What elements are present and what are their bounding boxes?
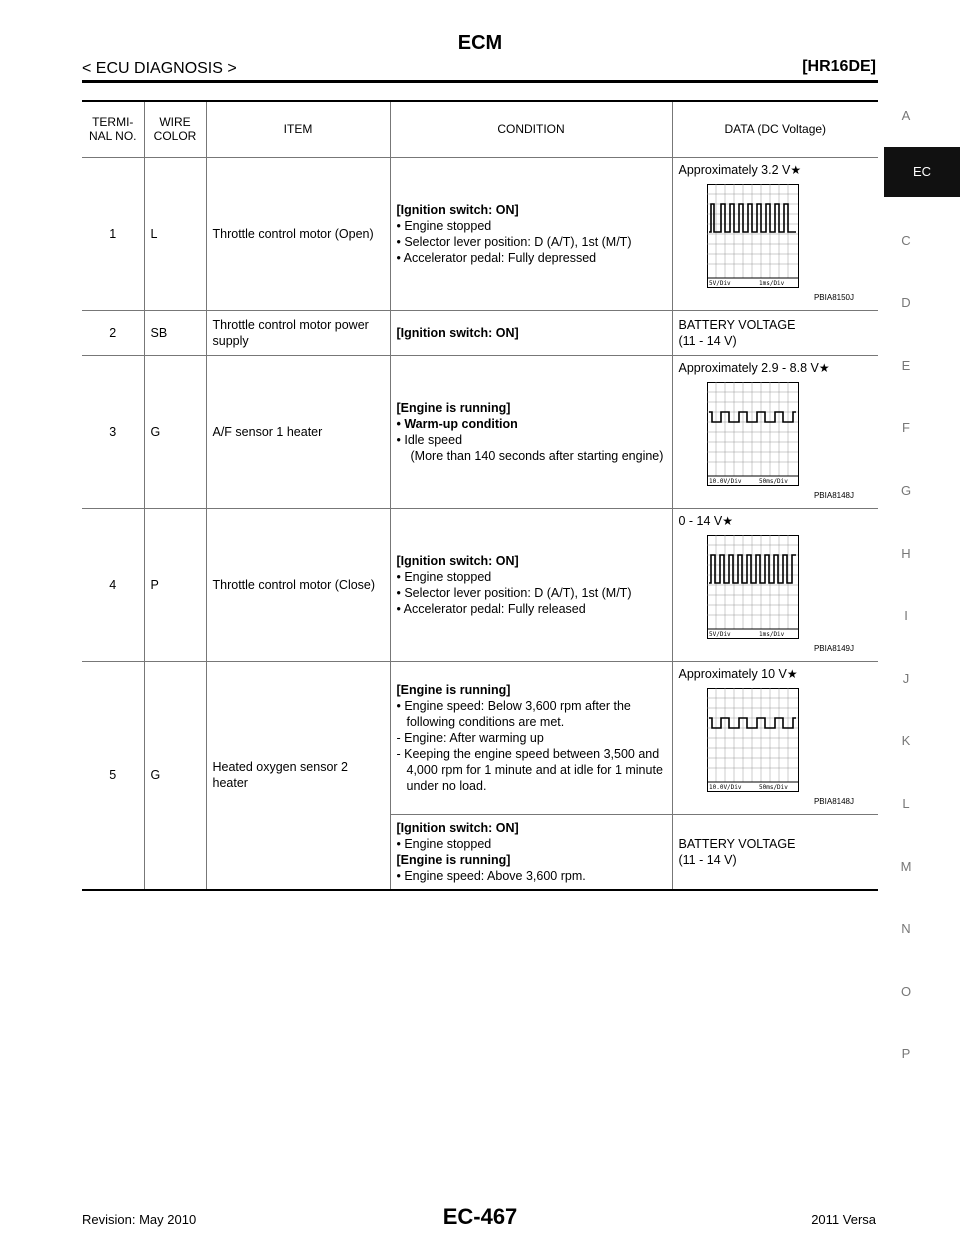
revision-label: Revision: May 2010 [82,1212,197,1227]
data-cell [672,814,878,890]
data-value: 0 - 14 V [678,513,723,528]
scale-left: 5V/Div [708,630,731,638]
star-icon: ★ [790,162,802,177]
item-name: Throttle control motor (Close) [206,508,390,661]
section-label: < ECU DIAGNOSIS > [82,60,237,77]
col-header-terminal: TERMI-NAL NO. [88,115,137,144]
oscilloscope-waveform [707,382,799,486]
index-tab[interactable]: N [901,921,911,937]
item-name: A/F sensor 1 heater [206,355,390,508]
condition-line: • Engine stopped [396,836,492,851]
oscilloscope-waveform [707,535,799,639]
data-cell [672,355,878,508]
index-tab[interactable]: G [900,482,912,498]
condition-line: • Selector lever position: D (A/T), 1st (M/T) [396,234,632,249]
index-tab[interactable]: O [900,983,912,999]
star-icon: ★ [818,360,830,375]
table-row [82,355,878,508]
data-cell [672,661,878,814]
item-name: Throttle control motor power supply [206,310,390,355]
figure-ref: PBIA8148J [813,490,854,500]
terminal-no: 3 [109,424,117,439]
terminal-table [82,100,878,891]
data-value: (11 - 14 V) [678,852,737,867]
condition-title: [Ignition switch: ON] [396,202,519,217]
data-value: BATTERY VOLTAGE [678,317,796,332]
oscilloscope-waveform [707,184,799,288]
terminal-no: 4 [109,577,117,592]
scale-left: 5V/Div [708,279,731,287]
wire-color: P [144,508,206,661]
index-tab[interactable]: M [900,858,912,874]
data-value: Approximately 3.2 V [678,162,791,177]
scale-left: 10.0V/Div [708,477,742,485]
figure-ref: PBIA8148J [813,796,854,806]
col-header-item: ITEM [206,101,390,157]
item-name: Heated oxygen sensor 2 heater [206,661,390,890]
data-cell [672,508,878,661]
index-tab[interactable]: D [901,295,911,311]
data-cell [672,310,878,355]
scale-right: 1ms/Div [758,630,784,638]
condition-cell [390,355,672,508]
condition-title: [Engine is running] [396,852,511,867]
figure-ref: PBIA8150J [813,292,854,302]
terminal-no: 5 [109,768,117,783]
condition-line: • Accelerator pedal: Fully released [396,601,586,616]
engine-label: [HR16DE] [802,58,876,75]
condition-line: - Keeping the engine speed between 3,500 and 4,000 rpm for 1 minute and at idle for 1 minute under no load. [396,746,663,793]
index-tab[interactable]: J [902,670,910,686]
wire-color: G [144,355,206,508]
condition-cell [390,508,672,661]
page-number: EC-467 [442,1204,518,1229]
condition-cell [390,310,672,355]
index-tab[interactable]: A [901,108,911,123]
condition-title: [Engine is running] [396,400,511,415]
data-value: Approximately 10 V [678,666,787,681]
data-value: (11 - 14 V) [678,333,737,348]
data-cell [672,157,878,310]
table-header-row [82,101,878,157]
col-header-wire-color: WIRE COLOR [144,101,206,157]
scale-right: 50ms/Div [758,783,788,791]
page-title: ECM [457,32,503,54]
index-tab[interactable]: C [901,232,911,248]
condition-line: • Engine stopped [396,569,492,584]
scale-right: 1ms/Div [758,279,784,287]
index-tab[interactable]: I [904,608,908,624]
wire-color: G [144,661,206,890]
table-row [82,661,878,814]
condition-line: • Warm-up condition [396,416,518,431]
wire-color: SB [144,310,206,355]
star-icon: ★ [722,513,734,528]
wire-color: L [144,157,206,310]
condition-title: [Ignition switch: ON] [396,325,519,340]
condition-line: • Accelerator pedal: Fully depressed [396,250,597,265]
condition-line: • Engine stopped [396,218,492,233]
condition-cell [390,814,672,890]
col-header-condition: CONDITION [390,101,672,157]
table-row [82,310,878,355]
index-tab[interactable]: L [902,795,910,811]
index-tab[interactable]: P [901,1046,911,1062]
item-name: Throttle control motor (Open) [206,157,390,310]
condition-cell [390,157,672,310]
oscilloscope-waveform [707,688,799,792]
condition-subline: (More than 140 seconds after starting engine) [410,448,664,463]
terminal-no: 2 [109,325,117,340]
data-value: Approximately 2.9 - 8.8 V [678,360,819,375]
scale-right: 50ms/Div [758,477,788,485]
condition-line: • Engine speed: Below 3,600 rpm after the following conditions are met. [396,698,631,729]
terminal-no: 1 [109,226,117,241]
header-rule [82,80,878,83]
condition-line: • Idle speed [396,432,463,447]
condition-title: [Engine is running] [396,682,511,697]
condition-line: • Selector lever position: D (A/T), 1st (M/T) [396,585,632,600]
index-tab-active[interactable]: EC [884,147,960,197]
star-icon: ★ [786,666,798,681]
index-tab[interactable]: E [901,357,911,373]
condition-title: [Ignition switch: ON] [396,553,519,568]
table-row [82,157,878,310]
index-tab[interactable]: K [901,733,911,749]
condition-title: [Ignition switch: ON] [396,820,519,835]
section-index [884,106,932,1107]
data-value: BATTERY VOLTAGE [678,836,796,851]
index-tab[interactable]: H [901,545,911,561]
model-label: 2011 Versa [811,1212,876,1227]
condition-line: • Engine speed: Above 3,600 rpm. [396,868,586,883]
table-row [82,508,878,661]
scale-left: 10.0V/Div [708,783,742,791]
col-header-data: DATA (DC Voltage) [672,101,878,157]
index-tab[interactable]: F [902,420,910,436]
figure-ref: PBIA8149J [813,643,854,653]
condition-line: - Engine: After warming up [396,730,544,745]
condition-cell [390,661,672,814]
